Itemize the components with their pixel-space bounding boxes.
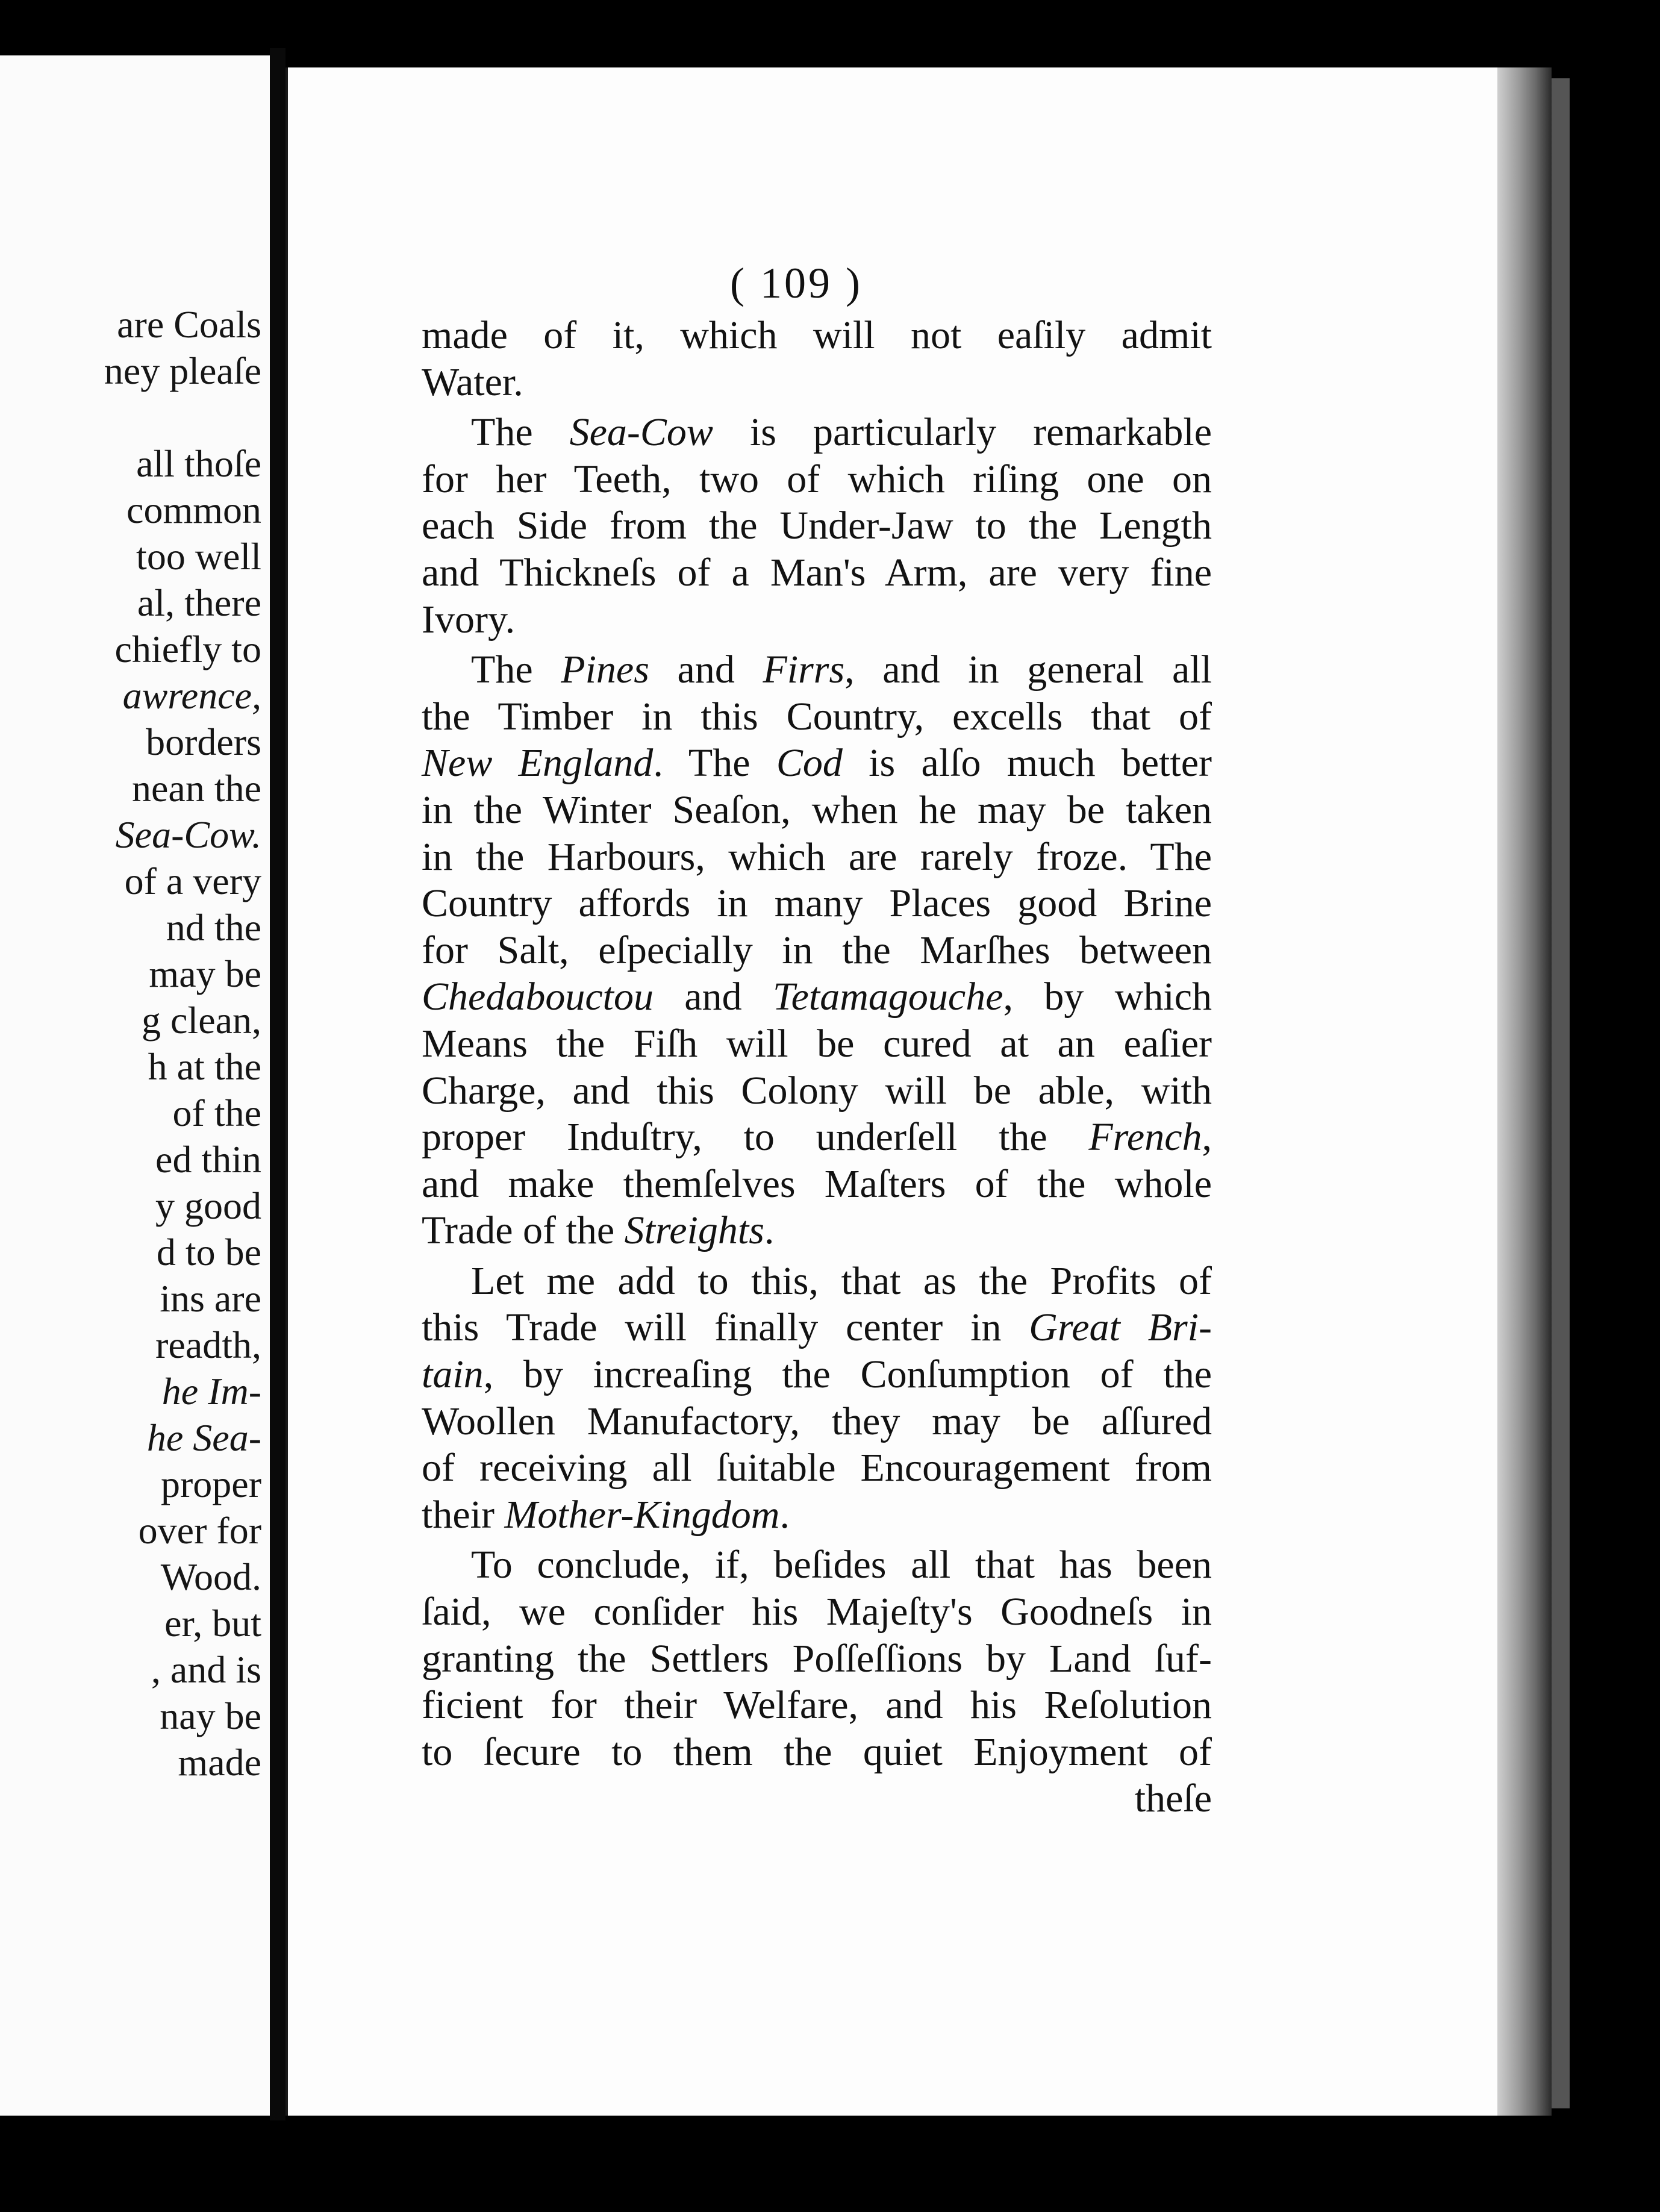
left-page-line: may be bbox=[149, 952, 261, 995]
left-page-line: he Im- bbox=[161, 1370, 261, 1413]
text-line: in the Harbours, which are rarely froze. The bbox=[422, 834, 1212, 879]
left-page-line: nd the bbox=[166, 906, 261, 949]
text-line: proper Induſtry, to underſell the French, bbox=[422, 1115, 1212, 1160]
text-line: their Mother-Kingdom. bbox=[422, 1492, 790, 1537]
text-line: Water. bbox=[422, 360, 523, 404]
book-gutter bbox=[270, 48, 286, 2120]
left-page-line: chiefly to bbox=[114, 628, 261, 670]
text-line: Woollen Manufactory, they may be aſſured bbox=[422, 1399, 1212, 1443]
text-line: for her Teeth, two of which riſing one on bbox=[422, 457, 1212, 501]
left-page-line: over for bbox=[138, 1509, 261, 1552]
text-line: The Sea-Cow is particularly remarkable bbox=[471, 410, 1212, 455]
text-line: Country affords in many Places good Brine bbox=[422, 881, 1212, 926]
text-line: of receiving all ſuitable Encouragement from bbox=[422, 1446, 1212, 1490]
text-line: made of it, which will not eaſily admit bbox=[422, 313, 1212, 357]
text-line: and make themſelves Maſters of the whole bbox=[422, 1161, 1212, 1206]
left-page-line: nay be bbox=[160, 1695, 261, 1737]
left-page-line: of a very bbox=[124, 860, 261, 902]
text-line: granting the Settlers Poſſeſſions by Land ſuf- bbox=[422, 1636, 1212, 1681]
text-line: each Side from the Under-Jaw to the Length bbox=[422, 504, 1212, 548]
text-line: theſe bbox=[1134, 1776, 1212, 1821]
left-page-line: made bbox=[178, 1741, 261, 1784]
left-page-line: too well bbox=[136, 535, 261, 578]
text-line: this Trade will finally center in Great Bri- bbox=[422, 1305, 1212, 1350]
left-page-line: d to be bbox=[156, 1231, 261, 1273]
left-page-line: al, there bbox=[137, 581, 261, 624]
left-page-line: ed thin bbox=[155, 1138, 261, 1181]
text-line: ficient for their Welfare, and his Reſolution bbox=[422, 1683, 1212, 1728]
left-page-line: readth, bbox=[155, 1323, 261, 1366]
text-line: Ivory. bbox=[422, 597, 516, 642]
page-edge-stack bbox=[1497, 67, 1552, 2116]
left-page-line: all thoſe bbox=[136, 442, 261, 485]
text-line: Let me add to this, that as the Profits of bbox=[471, 1258, 1212, 1303]
left-page-line: of the bbox=[172, 1092, 261, 1134]
left-page-line: Sea-Cow. bbox=[115, 813, 261, 856]
left-page-line: y good bbox=[155, 1184, 261, 1227]
text-line: tain, by increaſing the Conſumption of the bbox=[422, 1352, 1212, 1397]
page-number: ( 109 ) bbox=[730, 259, 863, 307]
left-page-line: ins are bbox=[160, 1277, 261, 1320]
left-page-line: borders bbox=[146, 720, 261, 763]
left-page-line: awrence, bbox=[122, 674, 261, 717]
left-page-line: , and is bbox=[151, 1648, 261, 1691]
text-line: to ſecure to them the quiet Enjoyment of bbox=[422, 1729, 1212, 1774]
text-line: in the Winter Seaſon, when he may be taken bbox=[422, 787, 1212, 832]
left-page-line: proper bbox=[160, 1463, 261, 1505]
text-line: Chedabouctou and Tetamagouche, by which bbox=[422, 975, 1212, 1019]
left-page-line: ney pleaſe bbox=[104, 349, 261, 392]
text-line: The Pines and Firrs, and in general all bbox=[471, 648, 1212, 692]
left-page-line: nean the bbox=[132, 767, 261, 810]
text-line: Charge, and this Colony will be able, with bbox=[422, 1068, 1212, 1113]
left-page-line: g clean, bbox=[142, 999, 261, 1042]
text-line: Means the Fiſh will be cured at an eaſier bbox=[422, 1021, 1212, 1066]
text-line: the Timber in this Country, excells that of bbox=[422, 694, 1212, 739]
text-line: To conclude, if, beſides all that has been bbox=[471, 1543, 1212, 1587]
left-page-line: common bbox=[126, 489, 261, 531]
text-line: ſaid, we conſider his Majeſty's Goodneſs in bbox=[422, 1590, 1212, 1634]
left-page-line: he Sea- bbox=[146, 1416, 261, 1459]
book-cover-edge bbox=[1552, 78, 1570, 2108]
text-line: and Thickneſs of a Man's Arm, are very fine bbox=[422, 550, 1212, 595]
text-line: New England. The Cod is alſo much better bbox=[422, 741, 1212, 786]
left-page-text bbox=[104, 301, 261, 1786]
left-page-line bbox=[104, 394, 261, 440]
text-line: Trade of the Streights. bbox=[422, 1208, 775, 1253]
left-facing-page bbox=[0, 55, 273, 2116]
text-line: for Salt, eſpecially in the Marſhes between bbox=[422, 928, 1212, 972]
page-body-text bbox=[422, 312, 1212, 1822]
left-page-line: er, but bbox=[164, 1602, 261, 1645]
left-page-line: Wood. bbox=[160, 1555, 261, 1598]
left-page-line: are Coals bbox=[117, 303, 261, 346]
left-page-line: h at the bbox=[148, 1045, 261, 1088]
